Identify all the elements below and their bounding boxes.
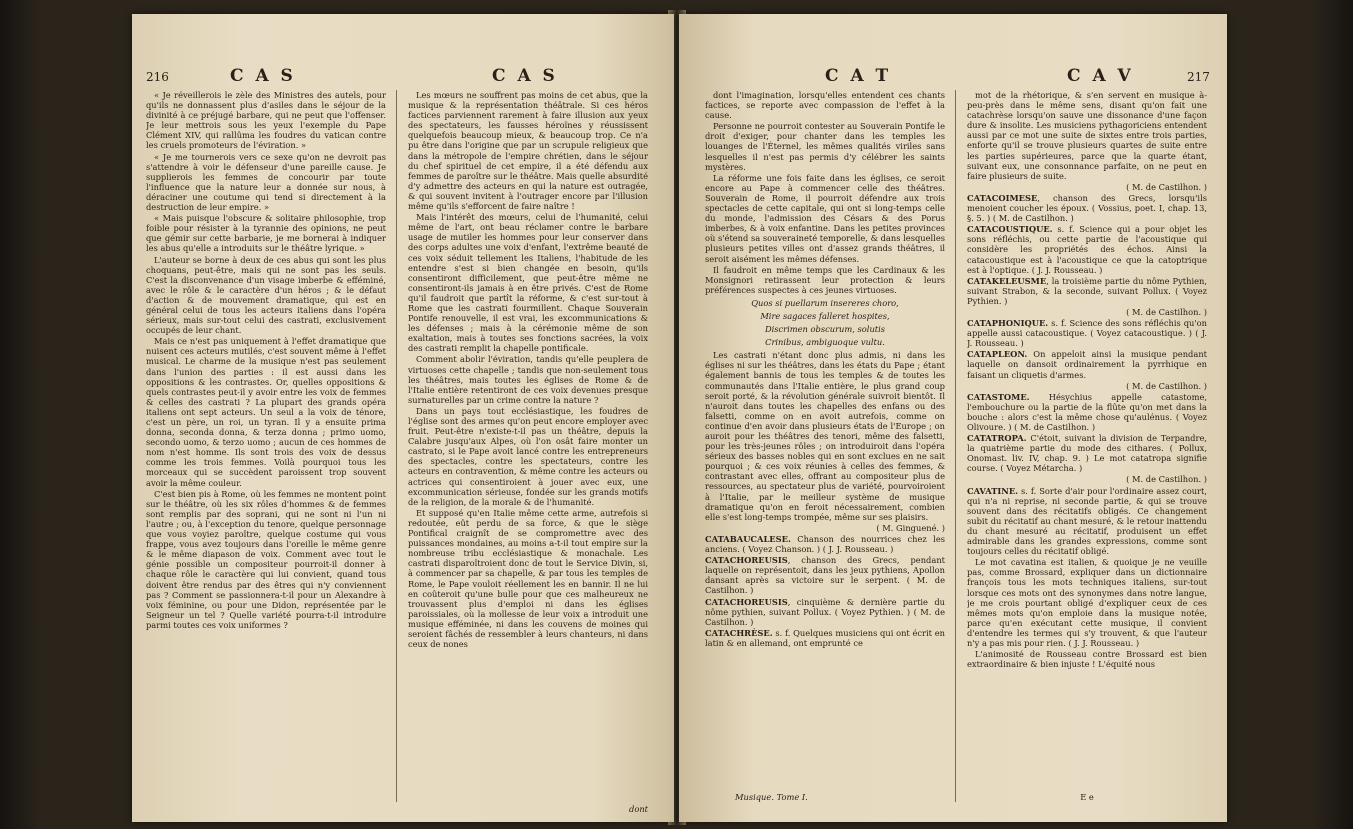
paragraph	[967, 649, 1207, 669]
entry-text: Chanson des nourrices chez les anciens. ( Voyez Chanson. ) ( J. J. Rousseau. )	[705, 533, 945, 555]
running-head: C A S	[230, 66, 296, 86]
column-rule	[396, 90, 397, 802]
running-head: C A T	[825, 66, 892, 86]
source-attribution: ( M. Ginguené. )	[876, 522, 945, 533]
volume-footer-box	[705, 792, 945, 806]
verse-line: Discrimen obscurum, solutis	[764, 324, 886, 335]
paragraph: Les mœurs ne souffrent pas moins de cet abus, que la musique & la représentation théâtrale. Si ces héros factices parviennent rarement à faire illusion aux yeux des spectateurs, les fausses héroïnes y réussissent quelquefois beaucoup mieux, & beaucoup trop. Ce n'a pu être dans l'origine que par un scrupule religieux que dans la métropole de l'empire chrétien, dans le séjour du chef spirituel de cet empire, il a été défendu aux femmes de paroître sur le théâtre. Mais quelle absurdité d'y admettre des acteurs en qui la nature est outragée, & qui souvent invitent à l'outrager encore par l'illusion même qu'ils s'efforcent de faire naître !	[408, 90, 648, 212]
paragraph: « Mais puisque l'obscure & solitaire philosophie, trop foible pour résister à la tyrannie des opinions, ne peut que gémir sur cette barbarie, je me bornerai à indiquer les abus qu'elle a introduits sur le théâtre lyrique. »	[146, 213, 386, 254]
entry-headword: CATASTOME.	[967, 391, 1030, 402]
entry-text: dont l'imagination, lorsqu'elles entendent ces chants factices, se reporte avec compassion de l'effet à la cause.	[705, 90, 945, 121]
paragraph: « Je me tournerois vers ce sexe qu'on ne devroit pas s'attendre à voir le défenseur d'une pareille cause. Je supplierois les femmes de concourir par toute l'influence que la nature leur a donnée sur nous, à déraciner une coutume qui tend si directement à la destruction de leur empire. »	[146, 151, 386, 213]
left-page	[132, 14, 674, 822]
entry-headword: CATACHOREUSIS	[705, 555, 788, 566]
text-column-right	[408, 90, 648, 812]
paragraph: « Je réveillerois le zèle des Ministres des autels, pour qu'ils ne donnassent plus d'asiles dans le séjour de la divinité à ce préjugé barbare, qui ne peut que l'offenser. Je leur mettrois sous les yeux l'exemple du Pape Clément XIV, qui rallûma les foudres du vatican contre les cruels promoteurs de l'éviration. »	[146, 90, 386, 151]
paragraph: Mais ce n'est pas uniquement à l'effet dramatique que nuisent ces acteurs mutilés, c'est souvent même à l'effet musical. Le charme de la musique n'est pas seulement dans l'union des parties : il est aussi dans les oppositions & les contrastes. Or, quelles oppositions & quels contrastes peut-il y avoir entre les voix de femmes & celles des castrati ? La plupart des grands opéra italiens ont sept acteurs. Un seul a la voix de ténore, c'est un père, un roi, un tyran. Il y a ensuite prima donna, seconda donna, & terza donna ; primo uomo, secondo uomo, & terzo uomo ; aucun de ces hommes de nom n'est homme. Ils sont trois des voix de dessus comme les trois femmes. Voilà pourquoi tous les morceaux qui se succèdent paroissent trop souvent avoir la même couleur.	[146, 336, 386, 488]
page-number: 217	[1187, 70, 1210, 84]
catch-word: dont	[629, 804, 648, 814]
right-page	[679, 14, 1227, 822]
source-attribution: ( M. de Castilhon. )	[1126, 181, 1207, 192]
entry-text: s. f. Sorte d'air pour l'ordinaire assez court, qui n'a ni reprise, ni seconde partie, & qui se trouve souvent dans des récitatifs obligés. Ce changement subit du récitatif au chant mesuré, & le retour inattendu du chant mesuré au récitatif, produisent un effet admirable dans les grandes expressions, comme sont toujours celles du récitatif obligé.	[967, 485, 1207, 557]
source-attribution: ( M. de Castilhon. )	[1126, 306, 1207, 317]
entry-headword: CAVATINE.	[967, 485, 1019, 496]
dictionary-entry	[705, 628, 945, 648]
page-number: 216	[146, 70, 169, 84]
dictionary-entry	[967, 392, 1207, 432]
dictionary-entry	[967, 318, 1207, 348]
paragraph	[705, 121, 945, 171]
entry-text: , chanson des Grecs, lorsqu'ils menoient coucher les époux. ( Vossius, poet. I, chap. 13, §. 5. ) ( M. de Castilhon. )	[967, 192, 1207, 224]
entry-text: s. f. Quelques musiciens qui ont écrit en latin & en allemand, ont emprunté ce	[705, 627, 945, 648]
entry-text: On appeloit ainsi la musique pendant laquelle on dansoit ordinairement la pyrrhique en faisant un cliquetis d'armes.	[967, 349, 1207, 380]
entry-text: La réforme une fois faite dans les églises, ce seroit encore au Pape à commencer celle des théâtres. Souverain de Rome, il pourroit défendre aux trois spectacles de cette capitale, qui ont si long-temps celle du monde, l'admission des Césars & des Porus imberbes, & à voix enfantine. Dans les petites provinces où s'étend sa souveraineté temporelle, & dans lesquelles plusieurs petites villes ont d'assez grands théâtres, il seroit aisément les mêmes défenses.	[705, 172, 945, 264]
source-attribution: ( M. de Castilhon. )	[1126, 380, 1207, 391]
dictionary-entry	[967, 433, 1207, 473]
entry-headword: CATACOUSTIQUE.	[967, 224, 1053, 235]
volume-footer: Musique. Tome I.	[735, 792, 808, 802]
running-head: C A S	[492, 66, 558, 86]
running-head: C A V	[1067, 66, 1134, 86]
dictionary-entry	[705, 597, 945, 627]
column-rule	[955, 90, 956, 802]
entry-text: , chanson des Grecs, pendant laquelle on représentoit, dans les jeux pythiens, Apollon dansant après sa victoire sur le serpent. ( M. de Castilhon. )	[705, 555, 945, 596]
entry-text: mot de la rhétorique, & s'en servent en musique à-peu-près dans le même sens, disant qu'on fait une catachrèse lorsqu'on sauve une dissonance d'une façon dure & insolite. Les musiciens pythagoriciens entendent aussi par ce mot une suite de sixtes entre trois parties, enforte qu'il se trouve plusieurs quartes de suite entre les parties supérieures, parce que la quarte étant, suivant eux, une consonnance parfaite, on ne peut en faire plusieurs de suite.	[967, 90, 1207, 181]
dictionary-entry	[967, 224, 1207, 274]
verse-line: Mire sagaces falleret hospites,	[760, 310, 890, 321]
text-column-left	[705, 90, 945, 790]
paragraph: C'est bien pis à Rome, où les femmes ne montent point sur le théâtre, où les six rôles d'hommes & de femmes sont remplis par des soprani, qui ne sont ni l'un ni l'autre ; ou, à l'exception du tenore, quelque personnage que vous voyiez paroître, quelque costume qui vous frappe, vous avez toujours dans l'oreille le même genre & le même diapason de voix. Comment avec tout le génie possible un compositeur pourroit-il donner à chaque rôle le caractère qui lui convient, quand tous doivent être rendus par des êtres qui n'y conviennent pas ? Comment se passionnera-t-il pour un Alexandre à voix féminine, ou pour une Didon, représentée par le Seigneur un tel ? Quelle variété pourra-t-il introduire parmi toutes ces voix uniformes ?	[146, 488, 386, 630]
entry-text: Les castrati n'étant donc plus admis, ni dans les églises ni sur les théâtres, dans les états du Pape ; étant également bannis de tous les temples & de toutes les communautés dans l'Italie entière, le plus grand coup seroit porté, & la révolution générale suivroit bientôt. Il n'auroit dans toutes les chapelles des enfans ou des falsetti, comme on en avoit autrefois, comme on continue d'en avoir dans plusieurs états de l'Europe ; on auroit pour les théâtres des tenori, même des falsetti, pour les très-jeunes rôles ; on introduiroit dans l'opéra sérieux des basses nobles qui en sont exclues en ne sait pourquoi ; & ces voix réunies à celles des femmes, & contrastant avec elles, offrant au compositeur plus de ressources, au spectateur plus de variété, pourvoiroient à l'Italie, par le meilleur système de musique dramatique qu'on en feroit nécessairement, combien elle s'est long-temps trompée, même sur ses plaisirs.	[705, 350, 945, 522]
paragraph: Dans un pays tout ecclésiastique, les foudres de l'église sont des armes qu'on peut encore employer avec fruit. Peut-être n'existe-t-il pas un théâtre, depuis la Calabre jusqu'aux Alpes, où l'on osât faire monter un castrato, si le Pape avoit lancé contre les entrepreneurs des spectacles, contre les spectateurs, contre les acteurs en contravention, & même contre les acteurs ou actrices qui consentiroient à jouer avec eux, une excommunication sérieuse, fondée sur les grands motifs de la religion, de la morale & de l'humanité.	[408, 405, 648, 507]
paragraph	[705, 350, 945, 522]
entry-text: Hésychius appelle catastome, l'embouchure ou la partie de la flûte qu'on met dans la bouche : alors c'est la même chose qu'aulénus. ( Voyez Olivoure. ) ( M. de Castilhon. )	[967, 391, 1207, 432]
dictionary-entry	[967, 349, 1207, 379]
catch-word-box	[408, 804, 648, 818]
entry-headword: CATAPLEON.	[967, 349, 1028, 360]
entry-text: C'étoit, suivant la division de Terpandre, la quatrième partie du mode des cithares. ( Pollux, Onomast. liv. IV, chap. 9. ) Le mot catatropa signifie course. ( Voyez Métarcha. )	[967, 433, 1207, 474]
paragraph	[705, 90, 945, 120]
dictionary-entry	[967, 276, 1207, 306]
dictionary-entry	[967, 486, 1207, 557]
text-column-right	[967, 90, 1207, 790]
entry-headword: CATABAUCALESE.	[705, 533, 791, 544]
verse-line: Quos si puellarum insereres choro,	[751, 297, 899, 308]
left-page-header	[132, 66, 674, 90]
entry-text: s. f. Science des sons réfléchis qu'on appelle aussi catacoustique. ( Voyez catacoustique. ) ( J. J. Rousseau. )	[967, 318, 1207, 349]
paragraph	[967, 557, 1207, 648]
source-attribution: ( M. de Castilhon. )	[1126, 474, 1207, 485]
paragraph	[705, 265, 945, 295]
paragraph	[967, 90, 1207, 181]
dictionary-entry	[967, 193, 1207, 223]
right-page-header	[679, 66, 1227, 90]
entry-text: s. f. Science qui a pour objet les sons réfléchis, ou cette partie de l'acoustique qui considère les propriétés des échos. Ainsi la catacoustique est à l'acoustique ce que la catoptrique est à l'optique. ( J. J. Rousseau. )	[967, 224, 1207, 275]
signature-box	[967, 792, 1207, 806]
entry-headword: CATACOIMESE	[967, 192, 1038, 203]
entry-text: , cinquième & dernière partie du nôme pythien, suivant Pollux. ( Voyez Pythien. ) ( M. de Castilhon. )	[705, 596, 945, 627]
entry-headword: CATATROPA.	[967, 433, 1027, 444]
paragraph: Et supposé qu'en Italie même cette arme, autrefois si redoutée, eût perdu de sa force, & que le siège Pontifical craignît de se compromettre avec des puissances mondaines, au moins a-t-il tout empire sur la nombreuse tribu ecclésiastique & monachale. Les castrati disparoîtroient donc de tout le Service Divin, si, à commencer par sa chapelle, & par tous les temples de Rome, le Pape vouloit réellement les en bannir. Il ne lui en coûteroit qu'une bulle pour que ces malheureux ne trouvassent plus d'emploi ni dans les églises paroissiales, où la mollesse de leur voix a introduit une musique efféminée, ni dans les couvens de moines qui seroient fâchés de ressembler à leurs chanteurs, ni dans ceux de nones	[408, 507, 648, 650]
entry-headword: CATAPHONIQUE.	[967, 318, 1049, 329]
entry-text: Personne ne pourroit contester au Souverain Pontife le droit d'exiger, pour chanter dans les temples les louanges de l'Éternel, les mêmes qualités viriles sans lesquelles il n'est pas permis d'y célébrer les saints mystères.	[705, 121, 945, 172]
entry-text: L'animosité de Rousseau contre Brossard est bien extraordinaire & bien injuste ! L'équité nous	[967, 649, 1207, 670]
paragraph: Mais l'intérêt des mœurs, celui de l'humanité, celui même de l'art, ont beau réclamer contre le barbare usage de mutiler les hommes pour leur conserver dans des corps adultes une voix d'enfant, l'extrême beauté de ces voix séduit tellement les Italiens, l'habitude de les entendre s'est si bien changée en besoin, qu'ils consentiront difficilement, que peut-être même ne consentiront-ils jamais à en être privés. C'est de Rome qu'il faudroit que partît la réforme, & c'est sur-tout à Rome que les castrati fourmillent. Chaque Souverain Pontife renouvelle, il est vrai, les excommunications & les défenses ; mais à la cérémonie même de son exaltation, mais à toutes ses fonctions sacrées, la voix des castrati remplit la chapelle pontificale.	[408, 212, 648, 354]
paragraph	[705, 173, 945, 264]
signature-mark: E e	[1080, 792, 1094, 802]
dictionary-entry	[705, 555, 945, 595]
entry-headword: CATAKELEUSME	[967, 275, 1047, 286]
entry-headword: CATACHRÈSE.	[705, 627, 773, 638]
entry-headword: CATACHOREUSIS	[705, 596, 788, 607]
paragraph: L'auteur se borne à deux de ces abus qui sont les plus choquans, peut-être, mais qui ne sont pas les seuls. C'est la disconvenance d'un visage imberbe & efféminé, avec le rôle & le caractère d'un héros ; & le défaut d'action & de mouvement dramatique, qui est en général celui de tous les acteurs italiens dans l'opéra sérieux, mais sur-tout celui des castrati, exclusivement occupés de leur chant.	[146, 254, 386, 336]
entry-text: Le mot cavatina est italien, & quoique je ne veuille pas, comme Brossard, expliquer dans un dictionnaire françois tous les mots techniques italiens, sur-tout lorsque ces mots ont des synonymes dans notre langue, je me crois pourtant obligé d'expliquer ceux de ces mêmes mots qu'on emploie dans la musique notée, parce qu'en exécutant cette musique, il convient d'entendre les termes qui s'y trouvent, & que l'auteur n'y a pas mis pour rien. ( J. J. Rousseau. )	[967, 557, 1207, 648]
paragraph: Comment abolir l'éviration, tandis qu'elle peuplera de virtuoses cette chapelle ; tandis que non-seulement tous les théâtres, mais toutes les églises de Rome & de l'Italie entière retentiront de ces voix devenues presque surnaturelles par un crime contre la nature ?	[408, 354, 648, 405]
verse-line: Crinibus, ambiguoque vultu.	[765, 337, 885, 348]
dictionary-entry	[705, 534, 945, 554]
text-column-left	[146, 90, 386, 812]
entry-text: Il faudroit en même temps que les Cardinaux & les Monsignori retirassent leur protection & leurs préférences suspectes à ces jeunes virtuoses.	[705, 264, 945, 295]
entry-text: , la troisième partie du nôme Pythien, suivant Strabon, & la seconde, suivant Pollux. ( Voyez Pythien. )	[967, 275, 1207, 306]
